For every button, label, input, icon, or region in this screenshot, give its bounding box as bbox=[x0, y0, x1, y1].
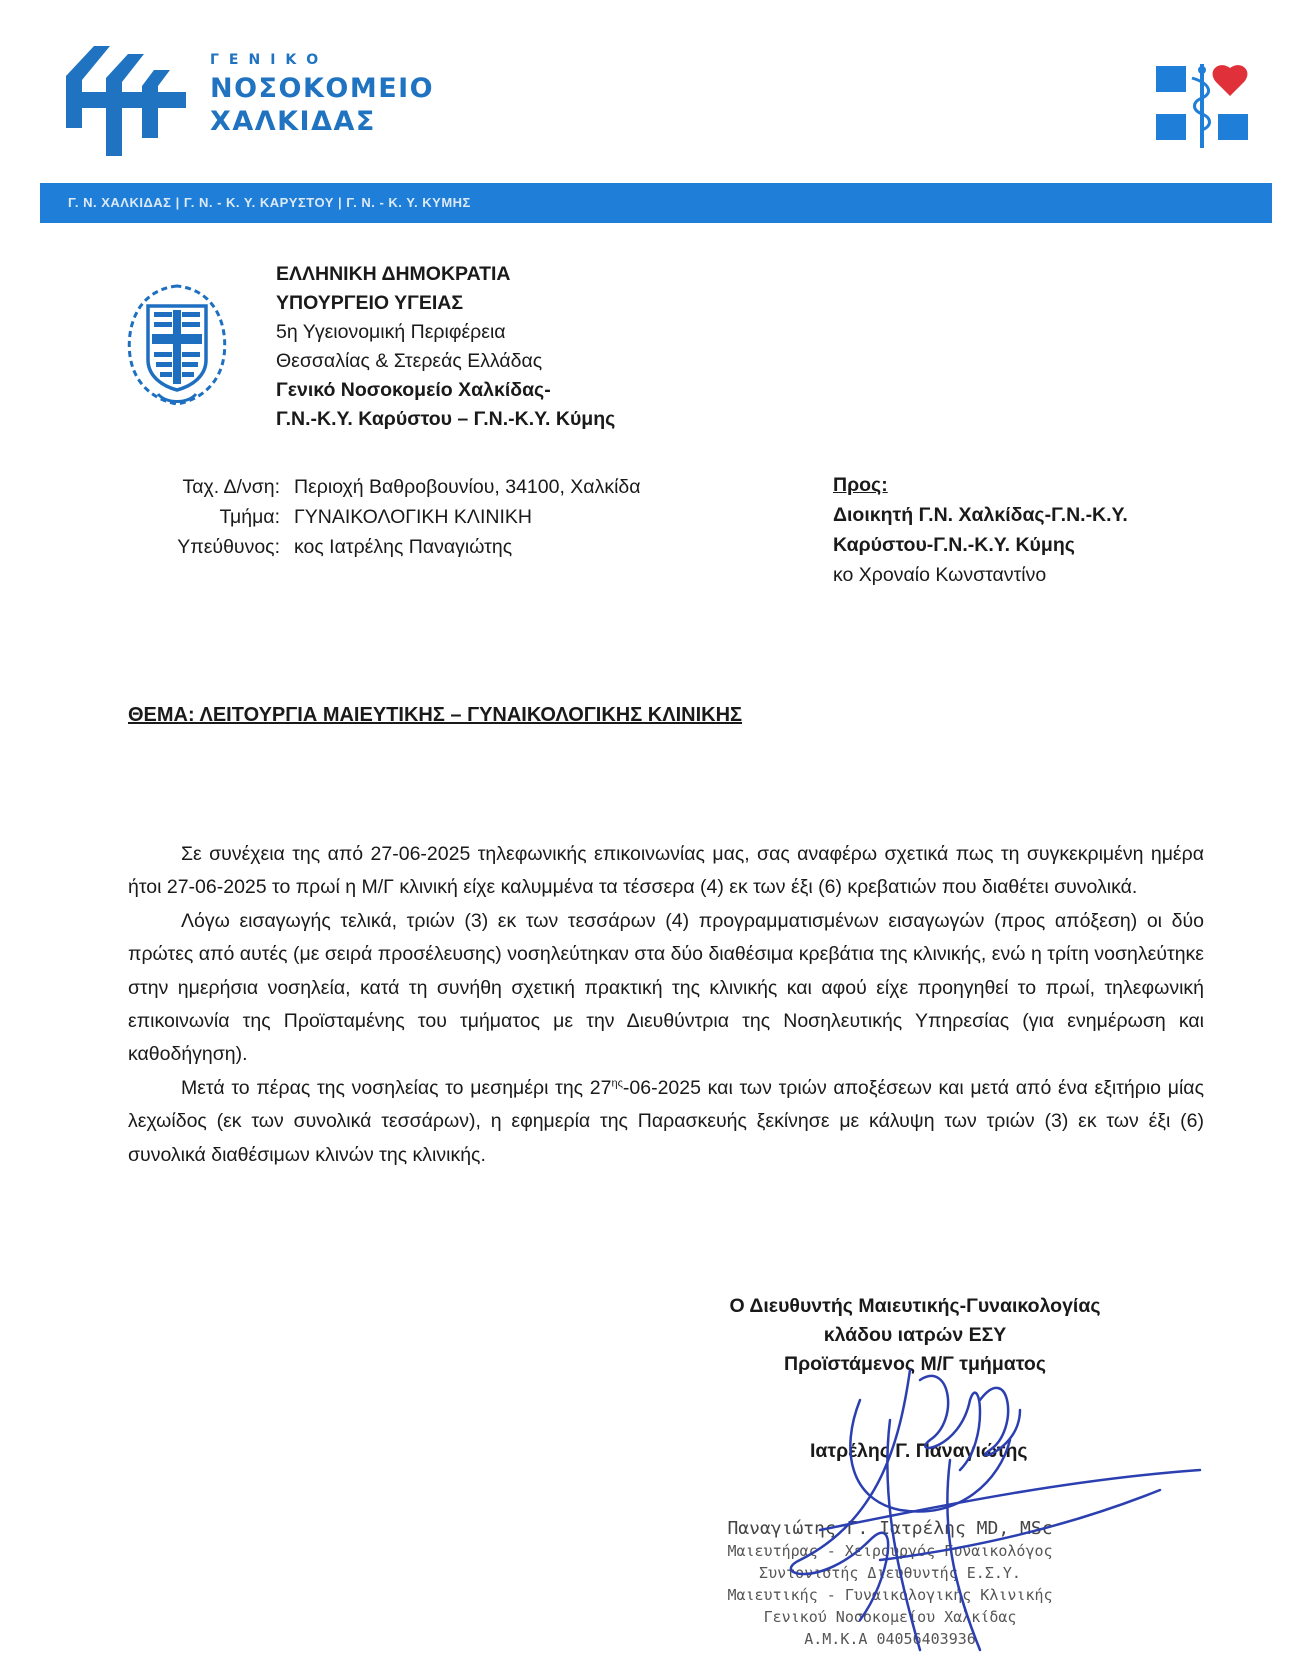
logo-small-text: ΓΕΝΙΚΟ bbox=[210, 52, 329, 68]
recipient-line: Καρύστου-Γ.Ν.-Κ.Υ. Κύμης bbox=[833, 534, 1075, 556]
hospital-logo-text bbox=[210, 52, 434, 138]
body-paragraph bbox=[128, 1072, 1204, 1172]
address-label: Ταχ. Δ/νση: bbox=[182, 476, 280, 498]
recipient-block bbox=[833, 470, 1128, 590]
department-value: ΓΥΝΑΙΚΟΛΟΓΙΚΗ ΚΛΙΝΙΚΗ bbox=[294, 506, 532, 528]
address-labels bbox=[120, 472, 280, 562]
hospital-network-band: Γ. Ν. ΧΑΛΚΙΔΑΣ | Γ. Ν. - Κ. Υ. ΚΑΡΥΣΤΟΥ | Γ. Ν. - Κ. Υ. ΚΥΜΗΣ bbox=[40, 183, 1272, 223]
ministry-line: ΥΠΟΥΡΓΕΙΟ ΥΓΕΙΑΣ bbox=[276, 292, 464, 314]
letter-body bbox=[128, 838, 1204, 1172]
logo-line1: ΝΟΣΟΚΟΜΕΙΟ bbox=[210, 73, 435, 104]
stamp-line: Γενικού Νοσοκομείου Χαλκίδας bbox=[763, 1608, 1017, 1626]
address-values bbox=[294, 472, 641, 562]
body-paragraph bbox=[128, 905, 1204, 1072]
greek-coat-of-arms-icon bbox=[118, 276, 236, 410]
signatory-name: Ιατρέλης Γ. Παναγιώτης bbox=[810, 1440, 1028, 1462]
ministry-line: 5η Υγειονομική Περιφέρεια bbox=[276, 321, 506, 343]
ministry-line: Θεσσαλίας & Στερεάς Ελλάδας bbox=[276, 350, 543, 372]
stamp-line: Μαιευτικής - Γυναικολογικής Κλινικής bbox=[727, 1586, 1053, 1604]
ministry-header bbox=[276, 260, 615, 434]
ministry-line: Γ.Ν.-Κ.Υ. Καρύστου – Γ.Ν.-Κ.Υ. Κύμης bbox=[276, 408, 616, 430]
signatory-line: Ο Διευθυντής Μαιευτικής-Γυναικολογίας bbox=[729, 1295, 1101, 1317]
stamp-line: Α.Μ.Κ.Α 04056403936 bbox=[804, 1630, 976, 1648]
body-text-part: Μετά το πέρας της νοσηλείας το μεσημέρι της 27 bbox=[181, 1076, 612, 1099]
stamp-line: Μαιευτήρας - Χειρουργός Γυναικολόγος bbox=[727, 1542, 1053, 1560]
logo-line2: ΧΑΛΚΙΔΑΣ bbox=[210, 106, 376, 137]
responsible-value: κος Ιατρέλης Παναγιώτης bbox=[294, 536, 513, 558]
stamp-line: Παναγιώτης Γ. Ιατρέλης MD, MSc bbox=[727, 1518, 1053, 1539]
health-caduceus-heart-icon bbox=[1156, 64, 1260, 156]
body-text-part: Λόγω εισαγωγής τελικά, τριών (3) εκ των τεσσάρων (4) προγραμματισμένων εισαγωγών (προς απόξεση) οι δύο πρώτες από αυτές (με σειρά προσέλευσης) νοσηλεύτηκαν στα δύο διαθέσιμα κρεβάτια της κλινικής, ενώ η τρίτη νοσηλεύτηκε στην ημερήσια νοσηλεία, κατά τη συνήθη σχετική πρακτική της κλινικής και αφού είχε προηγηθεί το πρωί, τηλεφωνική επικοινωνία της Προϊσταμένης του τμήματος με την Διευθύντρια της Νοσηλευτικής Υπηρεσίας (για ενημέρωση και καθοδήγηση). bbox=[128, 909, 1204, 1066]
hospital-logo-icon bbox=[66, 46, 186, 156]
stamp-line: Συντονιστής Διευθυντής Ε.Σ.Υ. bbox=[759, 1564, 1021, 1582]
recipient-line: κο Χροναίο Κωνσταντίνο bbox=[833, 564, 1047, 586]
body-text-part: -06-2025 και των τριών αποξέσεων και μετά από ένα εξιτήριο μίας λεχωίδος (εκ των συνολικά τεσσάρων), η εφημερία της Παρασκευής ξεκίνησε με κάλυψη των τριών (3) εκ των έξι (6) συνολικά διαθέσιμων κλινών της κλινικής. bbox=[128, 1076, 1204, 1166]
signatory-line: Προϊστάμενος Μ/Γ τμήματος bbox=[784, 1353, 1046, 1375]
department-label: Τμήμα: bbox=[219, 506, 280, 528]
address-value: Περιοχή Βαθροβουνίου, 34100, Χαλκίδα bbox=[294, 476, 641, 498]
ministry-line: Γενικό Νοσοκομείο Χαλκίδας- bbox=[276, 379, 551, 401]
handwritten-signature-icon bbox=[760, 1360, 1220, 1660]
subject-line: ΘΕΜΑ: ΛΕΙΤΟΥΡΓΙΑ ΜΑΙΕΥΤΙΚΗΣ – ΓΥΝΑΙΚΟΛΟΓΙΚΗΣ ΚΛΙΝΙΚΗΣ bbox=[128, 704, 743, 726]
ministry-line: ΕΛΛΗΝΙΚΗ ΔΗΜΟΚΡΑΤΙΑ bbox=[276, 263, 511, 285]
ordinal-superscript: ης bbox=[611, 1077, 623, 1090]
recipient-line: Διοικητή Γ.Ν. Χαλκίδας-Γ.Ν.-Κ.Υ. bbox=[833, 504, 1128, 526]
responsible-label: Υπεύθυνος: bbox=[177, 536, 280, 558]
signatory-line: κλάδου ιατρών ΕΣΥ bbox=[823, 1324, 1007, 1346]
recipient-label: Προς: bbox=[833, 474, 888, 496]
body-paragraph: Σε συνέχεια της από 27-06-2025 τηλεφωνικής επικοινωνίας μας, σας αναφέρω σχετικά πως τη συγκεκριμένη ημέρα ήτοι 27-06-2025 το πρωί η Μ/Γ κλινική είχε καλυμμένα τα τέσσερα (4) εκ των έξι (6) κρεβατιών που διαθέτει συνολικά. bbox=[128, 843, 1204, 899]
